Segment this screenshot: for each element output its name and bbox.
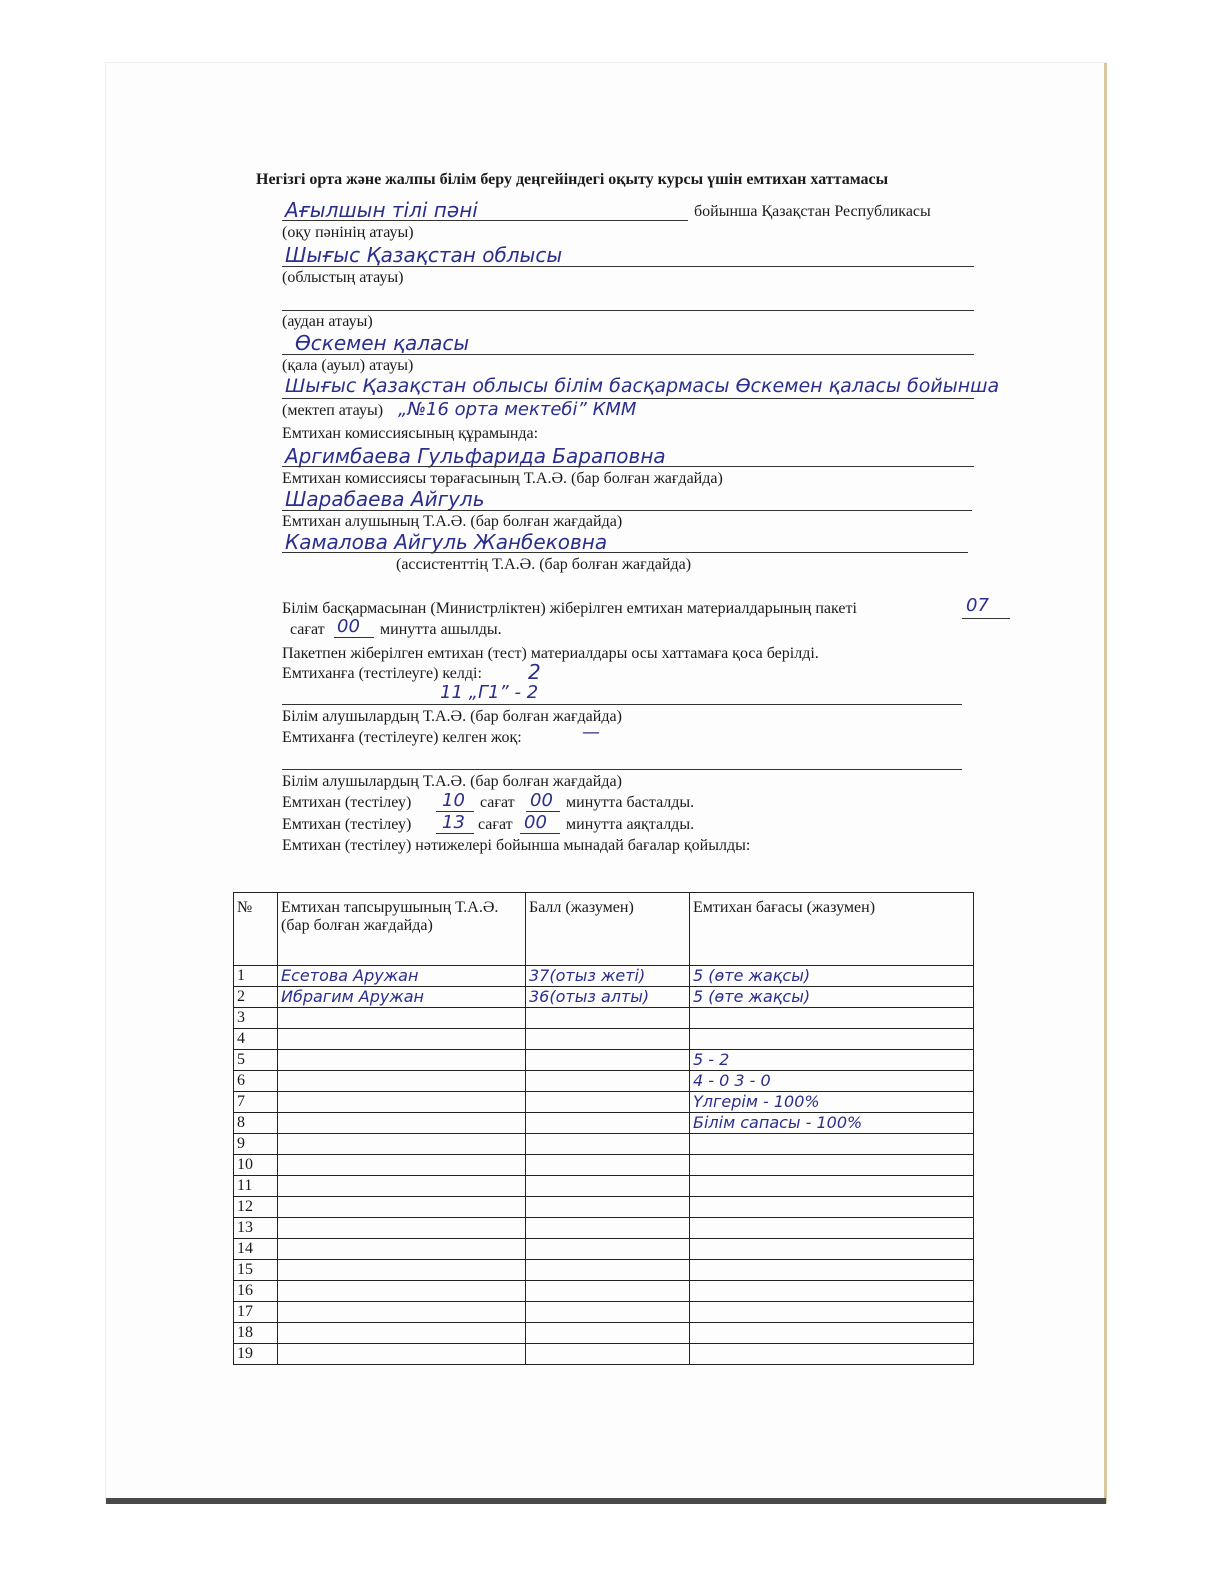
row-name bbox=[278, 1302, 526, 1323]
row-grade bbox=[690, 1197, 974, 1218]
chair-handwritten: Аргимбаева Гульфарида Бараповна bbox=[285, 444, 666, 468]
assistant-line bbox=[282, 552, 968, 553]
start-min-handwritten: 00 bbox=[530, 790, 553, 811]
row-grade bbox=[690, 1218, 974, 1239]
school-label: (мектеп атауы) bbox=[282, 402, 384, 419]
row-grade: Білім сапасы - 100% bbox=[690, 1113, 974, 1134]
row-grade bbox=[690, 1176, 974, 1197]
header-name: Емтихан тапсырушының Т.А.Ә. (бар болған жағдайда) bbox=[278, 893, 526, 966]
row-grade: 5 (өте жақсы) bbox=[690, 987, 974, 1008]
table-row bbox=[234, 1281, 974, 1302]
examiner-line bbox=[282, 510, 972, 511]
row-ball bbox=[526, 1050, 690, 1071]
table-row bbox=[234, 1197, 974, 1218]
row-ball bbox=[526, 1092, 690, 1113]
row-name bbox=[278, 1239, 526, 1260]
table-row bbox=[234, 1029, 974, 1050]
start-mid: сағат bbox=[480, 794, 515, 811]
row-ball bbox=[526, 1029, 690, 1050]
row-name bbox=[278, 1176, 526, 1197]
page-title: Негізгі орта және жалпы білім беру деңгейіндегі оқыту курсы үшін емтихан хаттамасы bbox=[256, 171, 889, 188]
examiner-handwritten: Шарабаева Айгуль bbox=[285, 487, 485, 511]
package-minute-line bbox=[334, 637, 374, 638]
district-line bbox=[282, 310, 974, 311]
came-count-handwritten: 2 bbox=[528, 660, 541, 684]
city-label: (қала (ауыл) атауы) bbox=[282, 357, 414, 374]
row-name bbox=[278, 1260, 526, 1281]
subject-line bbox=[282, 220, 688, 221]
row-ball bbox=[526, 1176, 690, 1197]
row-number: 7 bbox=[234, 1092, 278, 1113]
came-line bbox=[282, 704, 962, 705]
row-name bbox=[278, 1113, 526, 1134]
chair-label: Емтихан комиссиясы төрағасының Т.А.Ә. (бар болған жағдайда) bbox=[282, 470, 723, 487]
row-ball bbox=[526, 1071, 690, 1092]
row-number: 14 bbox=[234, 1239, 278, 1260]
subject-handwritten: Ағылшын тілі пәні bbox=[285, 198, 478, 222]
header-grade: Емтихан бағасы (жазумен) bbox=[690, 893, 974, 966]
row-ball bbox=[526, 1260, 690, 1281]
row-name bbox=[278, 1134, 526, 1155]
row-number: 6 bbox=[234, 1071, 278, 1092]
row-number: 8 bbox=[234, 1113, 278, 1134]
package-text2: сағат bbox=[290, 621, 325, 638]
school-handwritten-line2: „№16 орта мектебі” КММ bbox=[398, 399, 637, 420]
row-number: 5 bbox=[234, 1050, 278, 1071]
row-ball bbox=[526, 1218, 690, 1239]
end-min-line bbox=[520, 833, 560, 834]
row-number: 16 bbox=[234, 1281, 278, 1302]
row-name: Есетова Аружан bbox=[278, 966, 526, 987]
assistant-label: (ассистенттің Т.А.Ә. (бар болған жағдайда) bbox=[396, 556, 692, 573]
row-grade bbox=[690, 1302, 974, 1323]
region-label: (облыстың атауы) bbox=[282, 269, 404, 286]
table-row bbox=[234, 1092, 974, 1113]
row-grade bbox=[690, 1134, 974, 1155]
table-row bbox=[234, 1218, 974, 1239]
row-ball bbox=[526, 1239, 690, 1260]
came-label: Емтиханға (тестілеуге) келді: bbox=[282, 665, 482, 682]
region-handwritten: Шығыс Қазақстан облысы bbox=[285, 243, 563, 267]
row-grade bbox=[690, 1344, 974, 1365]
city-line bbox=[282, 354, 974, 355]
table-row bbox=[234, 1008, 974, 1029]
table-row bbox=[234, 1176, 974, 1197]
end-hour-handwritten: 13 bbox=[442, 812, 465, 833]
row-grade: Үлгерім - 100% bbox=[690, 1092, 974, 1113]
school-handwritten-line1: Шығыс Қазақстан облысы білім басқармасы Өскемен қаласы бойынша bbox=[285, 375, 1000, 397]
table-row bbox=[234, 1302, 974, 1323]
row-number: 11 bbox=[234, 1176, 278, 1197]
package-text3: минутта ашылды. bbox=[380, 621, 502, 638]
end-min-handwritten: 00 bbox=[524, 812, 547, 833]
row-number: 2 bbox=[234, 987, 278, 1008]
came-names-label: Білім алушылардың Т.А.Ә. (бар болған жағдайда) bbox=[282, 708, 622, 725]
subject-suffix: бойынша Қазақстан Республикасы bbox=[694, 203, 931, 220]
table-row bbox=[234, 987, 974, 1008]
absent-handwritten: — bbox=[582, 722, 600, 743]
start-hour-handwritten: 10 bbox=[442, 790, 465, 811]
subject-label: (оқу пәнінің атауы) bbox=[282, 224, 414, 241]
came-class-handwritten: 11 „Г1” - 2 bbox=[440, 682, 539, 703]
row-number: 3 bbox=[234, 1008, 278, 1029]
row-number: 12 bbox=[234, 1197, 278, 1218]
table-row bbox=[234, 1050, 974, 1071]
absent-names-label: Білім алушылардың Т.А.Ә. (бар болған жағдайда) bbox=[282, 773, 622, 790]
table-row bbox=[234, 1239, 974, 1260]
table-row bbox=[234, 1323, 974, 1344]
results-table bbox=[233, 892, 974, 1365]
end-post: минутта аяқталды. bbox=[566, 816, 695, 833]
examiner-label: Емтихан алушының Т.А.Ә. (бар болған жағдайда) bbox=[282, 513, 623, 530]
row-ball: 37(отыз жеті) bbox=[526, 966, 690, 987]
row-ball bbox=[526, 1302, 690, 1323]
row-number: 10 bbox=[234, 1155, 278, 1176]
row-ball bbox=[526, 1113, 690, 1134]
end-pre: Емтихан (тестілеу) bbox=[282, 816, 412, 833]
row-name bbox=[278, 1092, 526, 1113]
row-name bbox=[278, 1050, 526, 1071]
header-number: № bbox=[234, 893, 278, 966]
row-name bbox=[278, 1344, 526, 1365]
row-number: 15 bbox=[234, 1260, 278, 1281]
commission-intro: Емтихан комиссиясының құрамында: bbox=[282, 425, 539, 442]
absent-line bbox=[282, 769, 962, 770]
row-grade bbox=[690, 1155, 974, 1176]
row-grade bbox=[690, 1239, 974, 1260]
table-row bbox=[234, 1155, 974, 1176]
row-grade bbox=[690, 1323, 974, 1344]
row-grade bbox=[690, 1281, 974, 1302]
row-ball: 36(отыз алты) bbox=[526, 987, 690, 1008]
package-hour-line bbox=[962, 618, 1010, 619]
row-name bbox=[278, 1155, 526, 1176]
row-name bbox=[278, 1008, 526, 1029]
end-hour-line bbox=[436, 833, 474, 834]
absent-label: Емтиханға (тестілеуге) келген жоқ: bbox=[282, 729, 522, 746]
table-header-row bbox=[234, 893, 974, 966]
row-ball bbox=[526, 1281, 690, 1302]
row-number: 4 bbox=[234, 1029, 278, 1050]
region-line bbox=[282, 266, 974, 267]
table-row bbox=[234, 1260, 974, 1281]
sheet-shadow bbox=[106, 1498, 1106, 1504]
row-ball bbox=[526, 1197, 690, 1218]
row-ball bbox=[526, 1155, 690, 1176]
row-name bbox=[278, 1197, 526, 1218]
row-grade bbox=[690, 1260, 974, 1281]
package-hour-handwritten: 07 bbox=[966, 595, 989, 616]
city-handwritten: Өскемен қаласы bbox=[295, 331, 470, 355]
row-number: 1 bbox=[234, 966, 278, 987]
results-intro: Емтихан (тестілеу) нәтижелері бойынша мынадай бағалар қойылды: bbox=[282, 837, 751, 854]
header-ball: Балл (жазумен) bbox=[526, 893, 690, 966]
row-name: Ибрагим Аружан bbox=[278, 987, 526, 1008]
row-name bbox=[278, 1218, 526, 1239]
row-number: 18 bbox=[234, 1323, 278, 1344]
row-number: 9 bbox=[234, 1134, 278, 1155]
row-name bbox=[278, 1071, 526, 1092]
package-minute-handwritten: 00 bbox=[337, 616, 360, 637]
row-grade: 5 (өте жақсы) bbox=[690, 966, 974, 987]
sheet-edge bbox=[1104, 63, 1107, 1503]
row-ball bbox=[526, 1323, 690, 1344]
row-name bbox=[278, 1281, 526, 1302]
table-row bbox=[234, 1344, 974, 1365]
table-row bbox=[234, 1071, 974, 1092]
package-text1: Білім басқармасынан (Министрліктен) жіберілген емтихан материалдарының пакеті bbox=[282, 600, 857, 617]
row-grade: 4 - 0 3 - 0 bbox=[690, 1071, 974, 1092]
row-grade bbox=[690, 1008, 974, 1029]
row-name bbox=[278, 1029, 526, 1050]
row-number: 17 bbox=[234, 1302, 278, 1323]
table-row bbox=[234, 966, 974, 987]
start-post: минутта басталды. bbox=[566, 794, 695, 811]
row-ball bbox=[526, 1134, 690, 1155]
table-row bbox=[234, 1134, 974, 1155]
table-row bbox=[234, 1113, 974, 1134]
row-number: 13 bbox=[234, 1218, 278, 1239]
start-pre: Емтихан (тестілеу) bbox=[282, 794, 412, 811]
chair-line bbox=[282, 466, 974, 467]
row-grade: 5 - 2 bbox=[690, 1050, 974, 1071]
assistant-handwritten: Камалова Айгуль Жанбековна bbox=[285, 530, 608, 554]
package-attached: Пакетпен жіберілген емтихан (тест) материалдары осы хаттамаға қоса берілді. bbox=[282, 645, 819, 662]
row-number: 19 bbox=[234, 1344, 278, 1365]
row-grade bbox=[690, 1029, 974, 1050]
district-label: (аудан атауы) bbox=[282, 313, 373, 330]
row-name bbox=[278, 1323, 526, 1344]
row-ball bbox=[526, 1008, 690, 1029]
row-ball bbox=[526, 1344, 690, 1365]
end-mid: сағат bbox=[478, 816, 513, 833]
